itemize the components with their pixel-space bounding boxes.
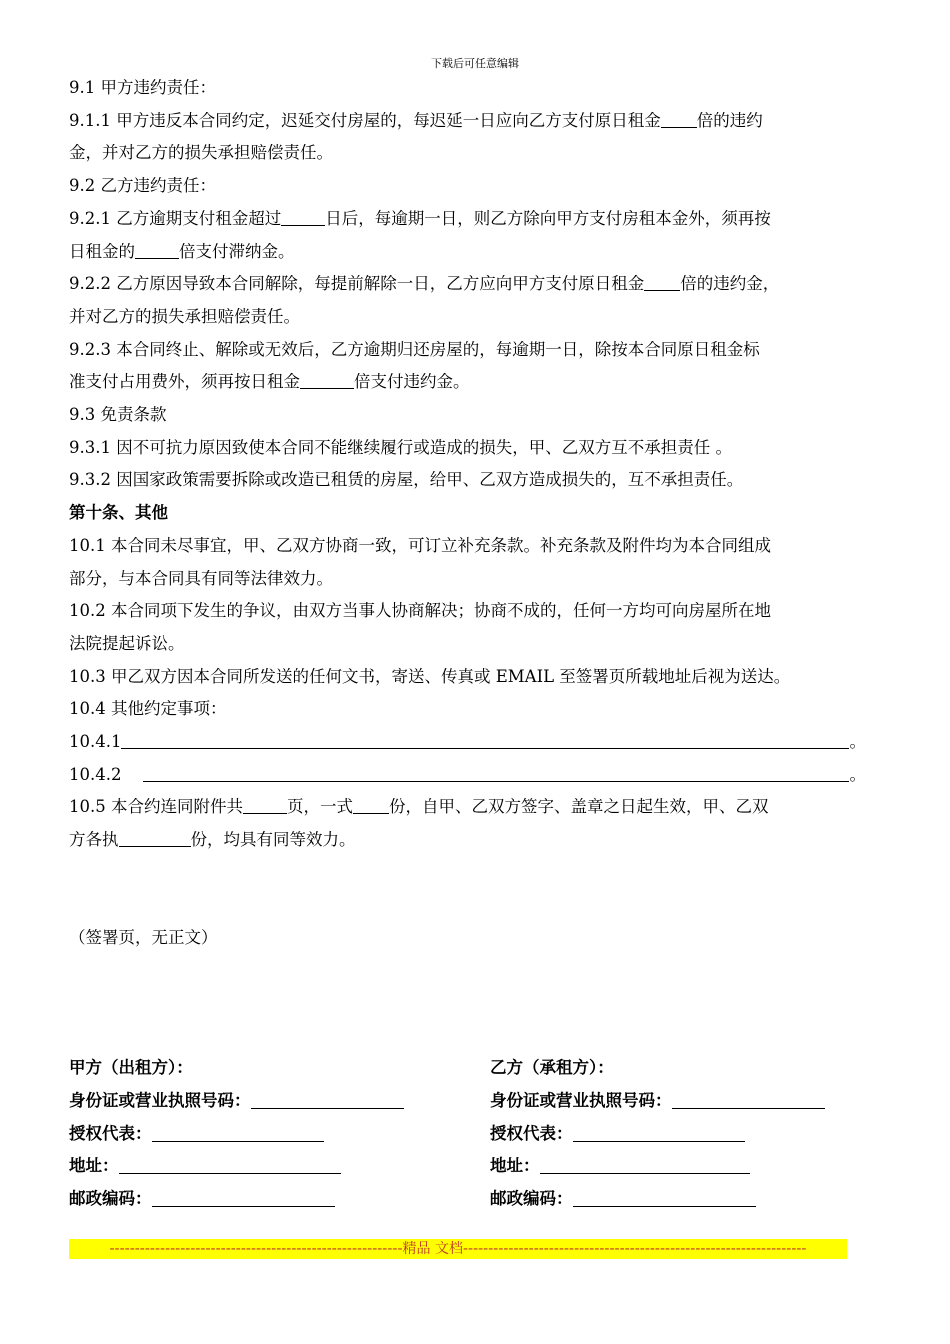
- clause-10-2-line1: 10.2 本合同项下发生的争议，由双方当事人协商解决；协商不成的，任何一方均可向房屋所在地: [69, 601, 771, 621]
- clause-9-1-1-line2: 金，并对乙方的损失承担赔偿责任。: [69, 143, 333, 163]
- clause-9-3: 9.3 免责条款: [69, 405, 167, 425]
- footer-dashes-right: --------------------------------------------------------------------: [462, 1241, 807, 1257]
- blank-days[interactable]: [281, 207, 325, 226]
- clause-9-2-3-line1: 9.2.3 本合同终止、解除或无效后，乙方逾期归还房屋的，每逾期一日，除按本合同原日租金标: [69, 339, 760, 359]
- blank-other-terms-1[interactable]: [121, 730, 849, 749]
- party-b-rep-field[interactable]: [573, 1123, 745, 1142]
- party-b-postcode-row: 邮政编码：: [490, 1183, 825, 1216]
- blank-copies-each[interactable]: [119, 828, 191, 847]
- party-a-postcode-row: 邮政编码：: [69, 1183, 404, 1216]
- clause-10-5-line1: 10.5 本合约连同附件共 页，一式 份，自甲、乙双方签字、盖章之日起生效，甲、乙双: [69, 797, 769, 817]
- clause-10-4-1: 10.4.1 。: [69, 732, 866, 752]
- clause-9-2-2-line2: 并对乙方的损失承担赔偿责任。: [69, 306, 300, 326]
- blank-penalty-multiplier[interactable]: [644, 272, 680, 291]
- clause-10-4: 10.4 其他约定事项：: [69, 699, 227, 719]
- clause-9-1: 9.1 甲方违约责任：: [69, 78, 216, 97]
- clause-10-4-2: 10.4.2 。: [69, 764, 866, 784]
- clause-9-2-1-line1: 9.2.1 乙方逾期支付租金超过 日后，每逾期一日，则乙方除向甲方支付房租本金外，须再按: [69, 208, 771, 228]
- clause-9-2-2-line1: 9.2.2 乙方原因导致本合同解除，每提前解除一日，乙方应向甲方支付原日租金 倍的违约金，: [69, 274, 780, 294]
- party-a-rep-field[interactable]: [152, 1123, 324, 1142]
- clause-9-3-1: 9.3.1 因不可抗力原因致使本合同不能继续履行或造成的损失，甲、乙双方互不承担责任 。: [69, 437, 732, 457]
- page-footer-banner: [69, 1239, 847, 1259]
- article-10-title: 第十条、其他: [69, 503, 168, 523]
- party-b-postcode-field[interactable]: [573, 1188, 756, 1207]
- party-b-block: [490, 1052, 825, 1216]
- clause-10-1-line1: 10.1 本合同未尽事宜，甲、乙双方协商一致，可订立补充条款。补充条款及附件均为本合同组成: [69, 535, 771, 555]
- blank-page-count[interactable]: [243, 795, 287, 814]
- clause-10-3: 10.3 甲乙双方因本合同所发送的任何文书，寄送、传真或 EMAIL 至签署页所载地址后视为送达。: [69, 666, 791, 686]
- clause-10-2-line2: 法院提起诉讼。: [69, 633, 185, 653]
- blank-other-terms-2[interactable]: [143, 763, 849, 782]
- party-a-id-field[interactable]: [251, 1090, 404, 1109]
- party-b-title: 乙方（承租方）：: [490, 1058, 614, 1077]
- clause-9-2-1-line2: 日租金的 倍支付滞纳金。: [69, 241, 295, 261]
- clause-9-1-1-line1: 9.1.1 甲方违反本合同约定，迟延交付房屋的，每迟延一日应向乙方支付原日租金 倍的违约: [69, 110, 763, 130]
- clause-9-2: 9.2 乙方违约责任：: [69, 176, 216, 196]
- party-a-id-row: 身份证或营业执照号码：: [69, 1085, 404, 1118]
- page-header: 下载后可任意编辑: [431, 57, 519, 70]
- party-b-id-row: 身份证或营业执照号码：: [490, 1085, 825, 1118]
- clause-10-5-line2: 方各执 份，均具有同等效力。: [69, 830, 356, 850]
- contract-body: [69, 72, 884, 857]
- party-b-address-row: 地址：: [490, 1150, 825, 1183]
- blank-overdue-multiplier[interactable]: [300, 370, 354, 389]
- party-b-rep-row: 授权代表：: [490, 1118, 825, 1151]
- party-b-address-field[interactable]: [540, 1155, 750, 1174]
- party-a-address-field[interactable]: [119, 1155, 341, 1174]
- clause-9-2-3-line2: 准支付占用费外，须再按日租金 倍支付违约金。: [69, 372, 470, 392]
- party-a-title: 甲方（出租方）：: [69, 1058, 193, 1077]
- footer-dashes-left: ----------------------------------------------------------: [109, 1241, 403, 1257]
- party-a-rep-row: 授权代表：: [69, 1118, 404, 1151]
- clause-10-1-line2: 部分，与本合同具有同等法律效力。: [69, 568, 333, 588]
- footer-label: 精品 文档: [402, 1241, 463, 1257]
- party-a-postcode-field[interactable]: [152, 1188, 335, 1207]
- party-a-block: [69, 1052, 404, 1216]
- clause-9-3-2: 9.3.2 因国家政策需要拆除或改造已租赁的房屋，给甲、乙双方造成损失的，互不承担责任。: [69, 470, 744, 490]
- blank-late-fee-multiplier[interactable]: [135, 240, 179, 259]
- signature-note: （签署页，无正文）: [69, 928, 218, 947]
- party-a-address-row: 地址：: [69, 1150, 404, 1183]
- blank-copy-count[interactable]: [353, 795, 389, 814]
- party-b-id-field[interactable]: [672, 1090, 825, 1109]
- blank-multiplier[interactable]: [661, 109, 697, 128]
